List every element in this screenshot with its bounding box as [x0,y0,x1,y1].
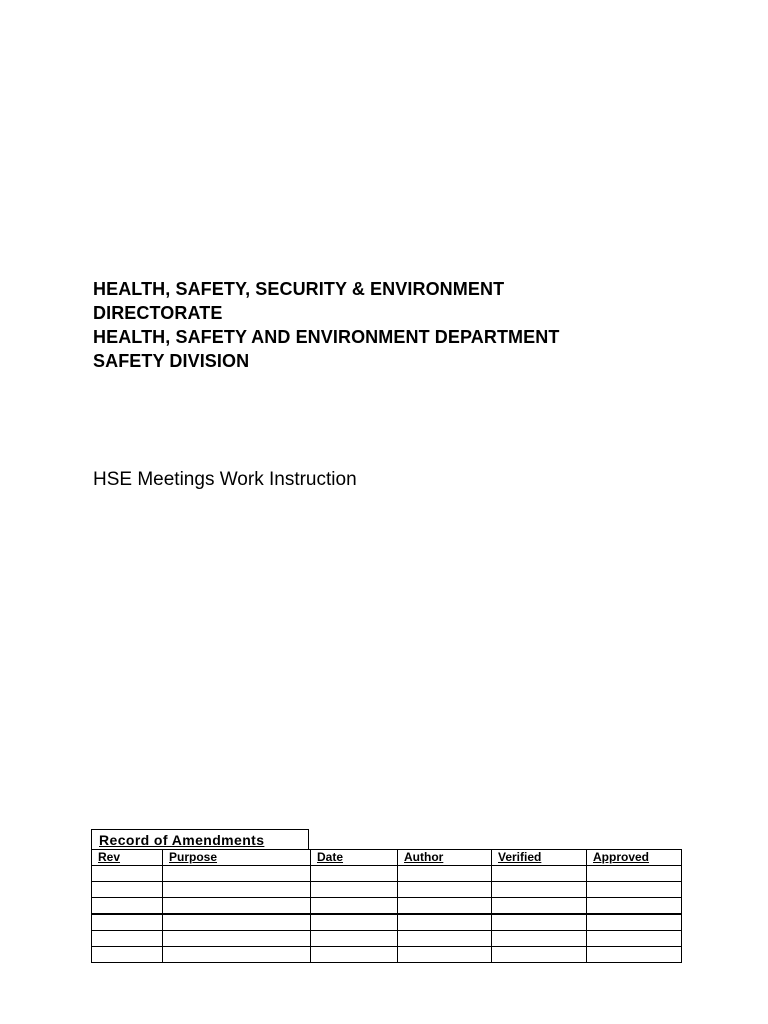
table-cell [92,947,163,963]
table-cell [163,882,311,898]
table-cell [587,866,682,882]
table-cell [163,866,311,882]
column-header-purpose: Purpose [163,850,311,866]
table-cell [492,914,587,931]
table-cell [163,898,311,915]
column-header-approved: Approved [587,850,682,866]
document-title: HSE Meetings Work Instruction [93,469,357,490]
table-cell [587,947,682,963]
table-cell [311,898,398,915]
table-header-row [92,850,682,866]
table-cell [492,882,587,898]
table-cell [311,947,398,963]
amendments-caption-box [91,829,309,849]
table-cell [398,947,492,963]
table-row [92,882,682,898]
table-cell [311,866,398,882]
table-row [92,931,682,947]
table-cell [398,882,492,898]
table-cell [92,931,163,947]
table-cell [492,947,587,963]
table-cell [163,914,311,931]
table-row [92,914,682,931]
table-cell [492,866,587,882]
directorate-header [93,277,693,373]
table-cell [311,914,398,931]
table-cell [587,914,682,931]
table-cell [398,866,492,882]
column-header-rev: Rev [92,850,163,866]
table-cell [311,882,398,898]
table-cell [92,898,163,915]
column-header-date: Date [311,850,398,866]
table-cell [398,914,492,931]
table-cell [92,866,163,882]
header-line-department: HEALTH, SAFETY AND ENVIRONMENT DEPARTMENT [93,327,560,347]
table-row [92,898,682,915]
table-row [92,947,682,963]
table-cell [163,947,311,963]
amendments-caption: Record of Amendments [99,832,265,848]
table-cell [163,931,311,947]
header-line-division: SAFETY DIVISION [93,351,250,371]
table-cell [587,882,682,898]
table-cell [92,914,163,931]
column-header-verified: Verified [492,850,587,866]
column-header-author: Author [398,850,492,866]
table-cell [492,931,587,947]
table-row [92,866,682,882]
table-cell [398,898,492,915]
table-cell [398,931,492,947]
table-cell [311,931,398,947]
amendments-table [91,849,682,963]
header-line-directorate-cont: DIRECTORATE [93,303,223,323]
table-cell [587,898,682,915]
table-cell [92,882,163,898]
header-line-directorate: HEALTH, SAFETY, SECURITY & ENVIRONMENT [93,279,505,299]
table-cell [587,931,682,947]
table-cell [492,898,587,915]
